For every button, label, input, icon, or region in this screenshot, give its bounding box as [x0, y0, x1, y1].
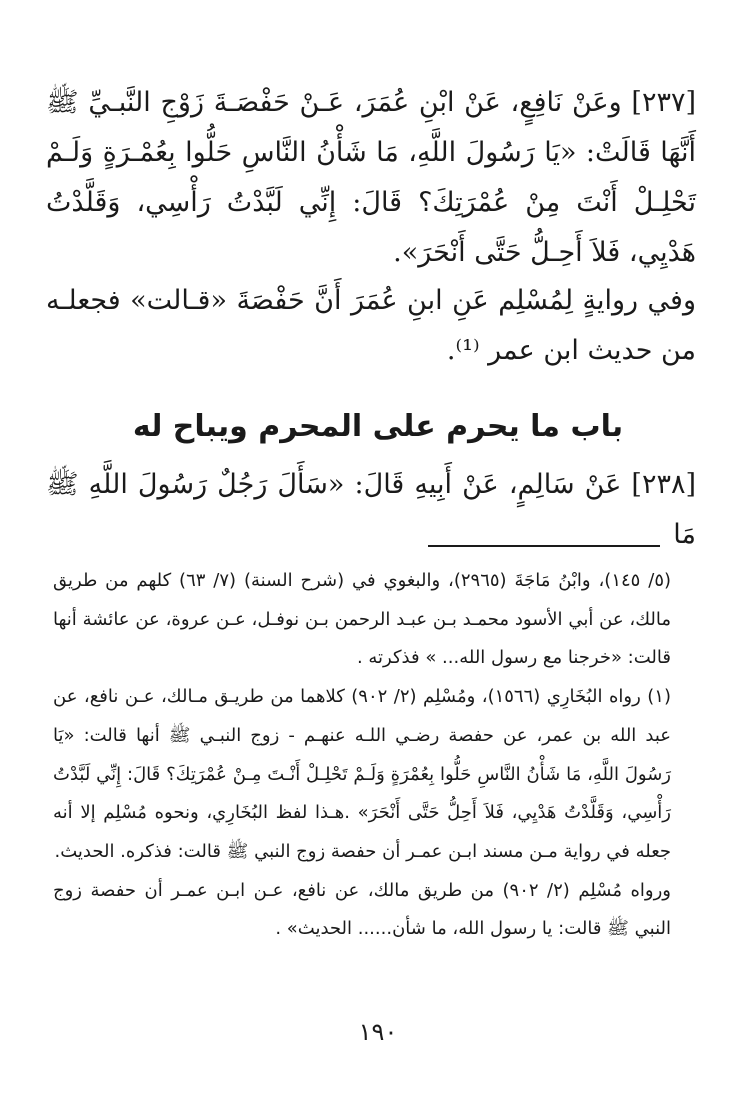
- footnotes-section: [53, 562, 671, 949]
- footnote-1: (١) رواه البُخَارِي (١٥٦٦)، ومُسْلِم (٢/ ٩٠٢) كلاهما من طريـق مـالك، عـن نافع، عن عبد الله بن عمر، عن حفصة رضـي اللـه عنهـم - زوج النبـي ﷺ أنها قالت: «يَا رَسُولَ اللَّهِ، مَا شَأْنُ النَّاسِ حَلُّوا بِعُمْرَةٍ وَلَـمْ تَحْلِـلْ أَنْـتَ مِـنْ عُمْرَتِكَ؟ قَالَ: إِنِّي لَبَّدْتُ رَأْسِي، وَقَلَّدْتُ هَدْيِي، فَلاَ أَحِلُّ حَتَّى أَنْحَرَ» .هـذا لفظ البُخَارِي، ونحوه مُسْلِم إلا أنه جعله في رواية مـن مسند ابـن عمـر أن حفصة زوج النبي ﷺ قالت: فذكره. الحديث.: [53, 686, 671, 862]
- footnote-separator: [428, 545, 660, 547]
- hadith-238-text: [٢٣٨] عَنْ سَالِمٍ، عَنْ أَبِيهِ قَالَ: «سَأَلَ رَجُلٌ رَسُولَ اللَّهِ ﷺ مَا: [46, 469, 696, 550]
- hadith-237-text: [٢٣٧] وعَنْ نَافِعٍ، عَنْ ابْنِ عُمَرَ، عَـنْ حَفْصَـةَ زَوْجِ النَّبـيِّ ﷺ أَنَّهَا قَالَتْ: «يَا رَسُولَ اللَّهِ، مَا شَأْنُ النَّاسِ حَلُّوا بِعُمْـرَةٍ وَلَـمْ تَحْلِـلْ أَنْتَ مِنْ عُمْرَتِكَ؟ قَالَ: إِنِّي لَبَّدْتُ رَأْسِي، وَقَلَّدْتُ هَدْيِي، فَلاَ أَحِـلُّ حَتَّى أَنْحَرَ».: [46, 87, 696, 268]
- page-number: ١٩٠: [358, 1018, 398, 1046]
- muslim-narration-note: وفي روايةٍ لِمُسْلِم عَنِ ابنِ عُمَرَ أَنَّ حَفْصَةَ «قـالت» فجعلـه من حديث ابن عمر ⁽¹⁾.: [46, 285, 696, 366]
- footnote-continuation: (٥/ ١٤٥)، وابْنُ مَاجَةَ (٢٩٦٥)، والبغوي في (شرح السنة) (٧/ ٦٣) كلهم من طريق مالك، عن أبي الأسود محمـد بـن عبـد الرحمن بـن نوفـل، عـن عروة، عن عائشة أنها قالت: «خرجنا مع رسول الله... » فذكرته .: [53, 570, 672, 669]
- footnote-1-continuation: ورواه مُسْلِم (٢/ ٩٠٢) من طريق مالك، عن نافع، عـن ابـن عمـر أن حفصة زوج النبي ﷺ قالت: يا رسول الله، ما شأن...... الحديث» .: [53, 879, 671, 940]
- chapter-title: باب ما يحرم على المحرم ويباح له: [132, 409, 624, 444]
